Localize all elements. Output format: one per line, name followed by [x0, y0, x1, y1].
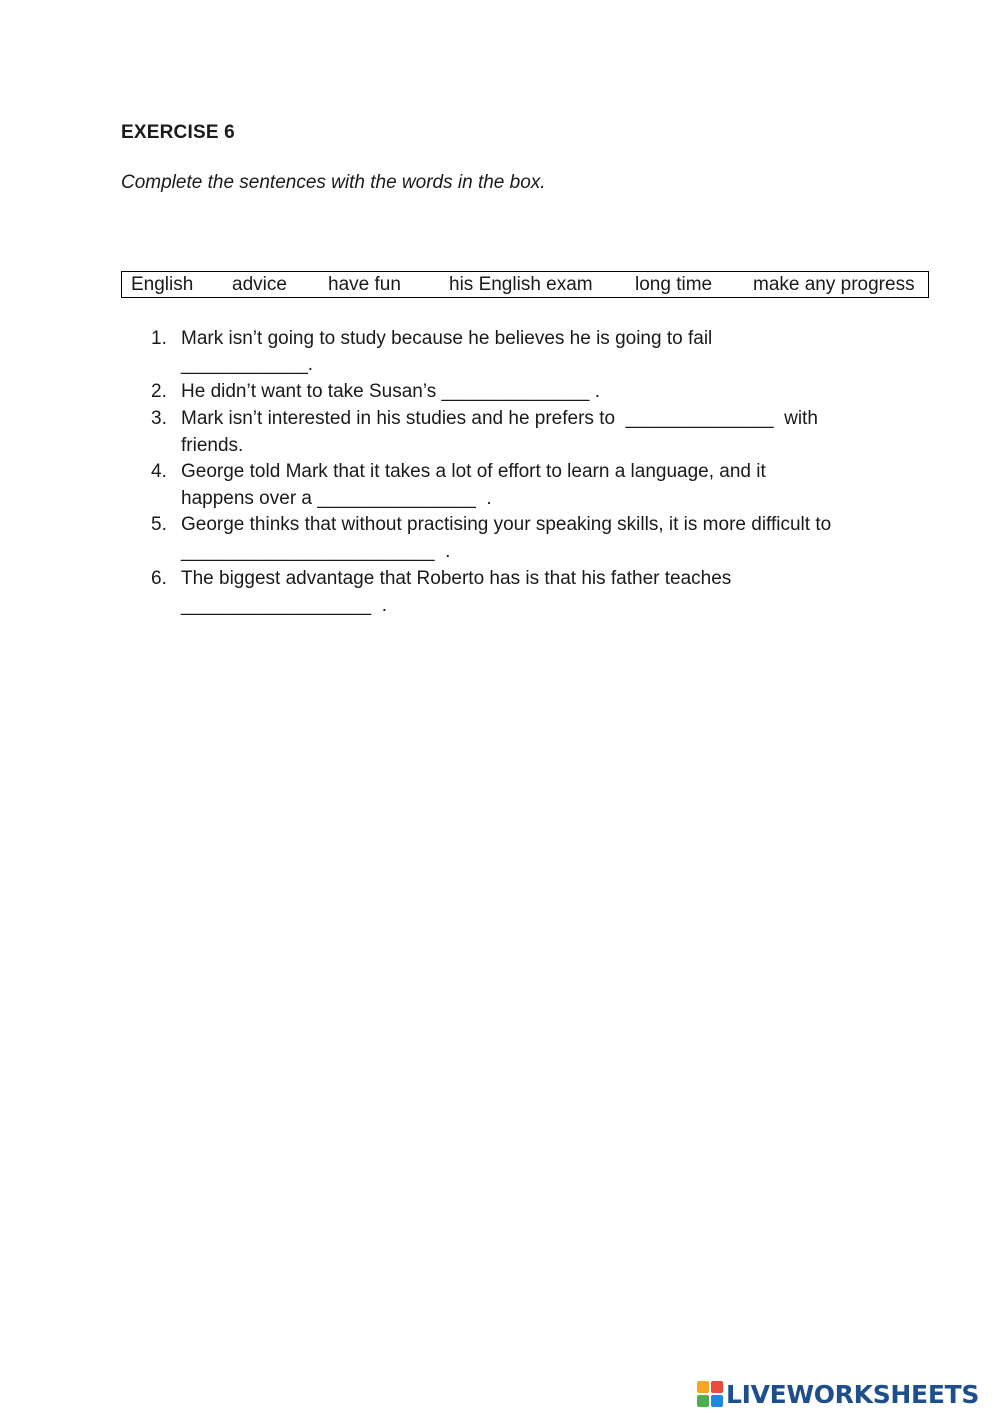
sentence-blank[interactable]: happens over a _______________ . [181, 488, 492, 509]
sentence-line[interactable]: He didn’t want to take Susan’s ______________ . [181, 381, 601, 402]
sentence-number: 3. [151, 408, 167, 429]
word-box-item: have fun [328, 274, 401, 295]
liveworksheets-brand[interactable] [697, 1376, 979, 1412]
word-box-item: advice [232, 274, 287, 295]
word-box-item: his English exam [449, 274, 593, 295]
word-box [121, 271, 929, 298]
instruction-text: Complete the sentences with the words in the box. [121, 172, 546, 193]
sentence-number: 1. [151, 328, 167, 349]
sentence-blank[interactable]: ________________________ . [181, 541, 451, 562]
word-box-item: make any progress [753, 274, 915, 295]
sentence-line: George told Mark that it takes a lot of effort to learn a language, and it [181, 461, 766, 482]
sentence-line: The biggest advantage that Roberto has is that his father teaches [181, 568, 732, 589]
word-box-item: English [131, 274, 194, 295]
sentence-number: 5. [151, 514, 167, 535]
sentence-line: Mark isn’t going to study because he believes he is going to fail [181, 328, 713, 349]
sentence-number: 4. [151, 461, 167, 482]
liveworksheets-logo-icon [697, 1381, 723, 1407]
sentence-blank[interactable]: __________________ . [181, 595, 388, 616]
exercise-title: EXERCISE 6 [121, 122, 235, 143]
sentence-number: 6. [151, 568, 167, 589]
sentence-line: George thinks that without practising your speaking skills, it is more difficult to [181, 514, 832, 535]
sentence-line[interactable]: Mark isn’t interested in his studies and he prefers to ______________ with [181, 408, 818, 429]
brand-name: LIVEWORKSHEETS [726, 1379, 980, 1409]
sentence-number: 2. [151, 381, 167, 402]
sentence-line: friends. [181, 435, 244, 456]
sentence-blank[interactable]: ____________. [181, 354, 314, 375]
word-box-item: long time [635, 274, 713, 295]
